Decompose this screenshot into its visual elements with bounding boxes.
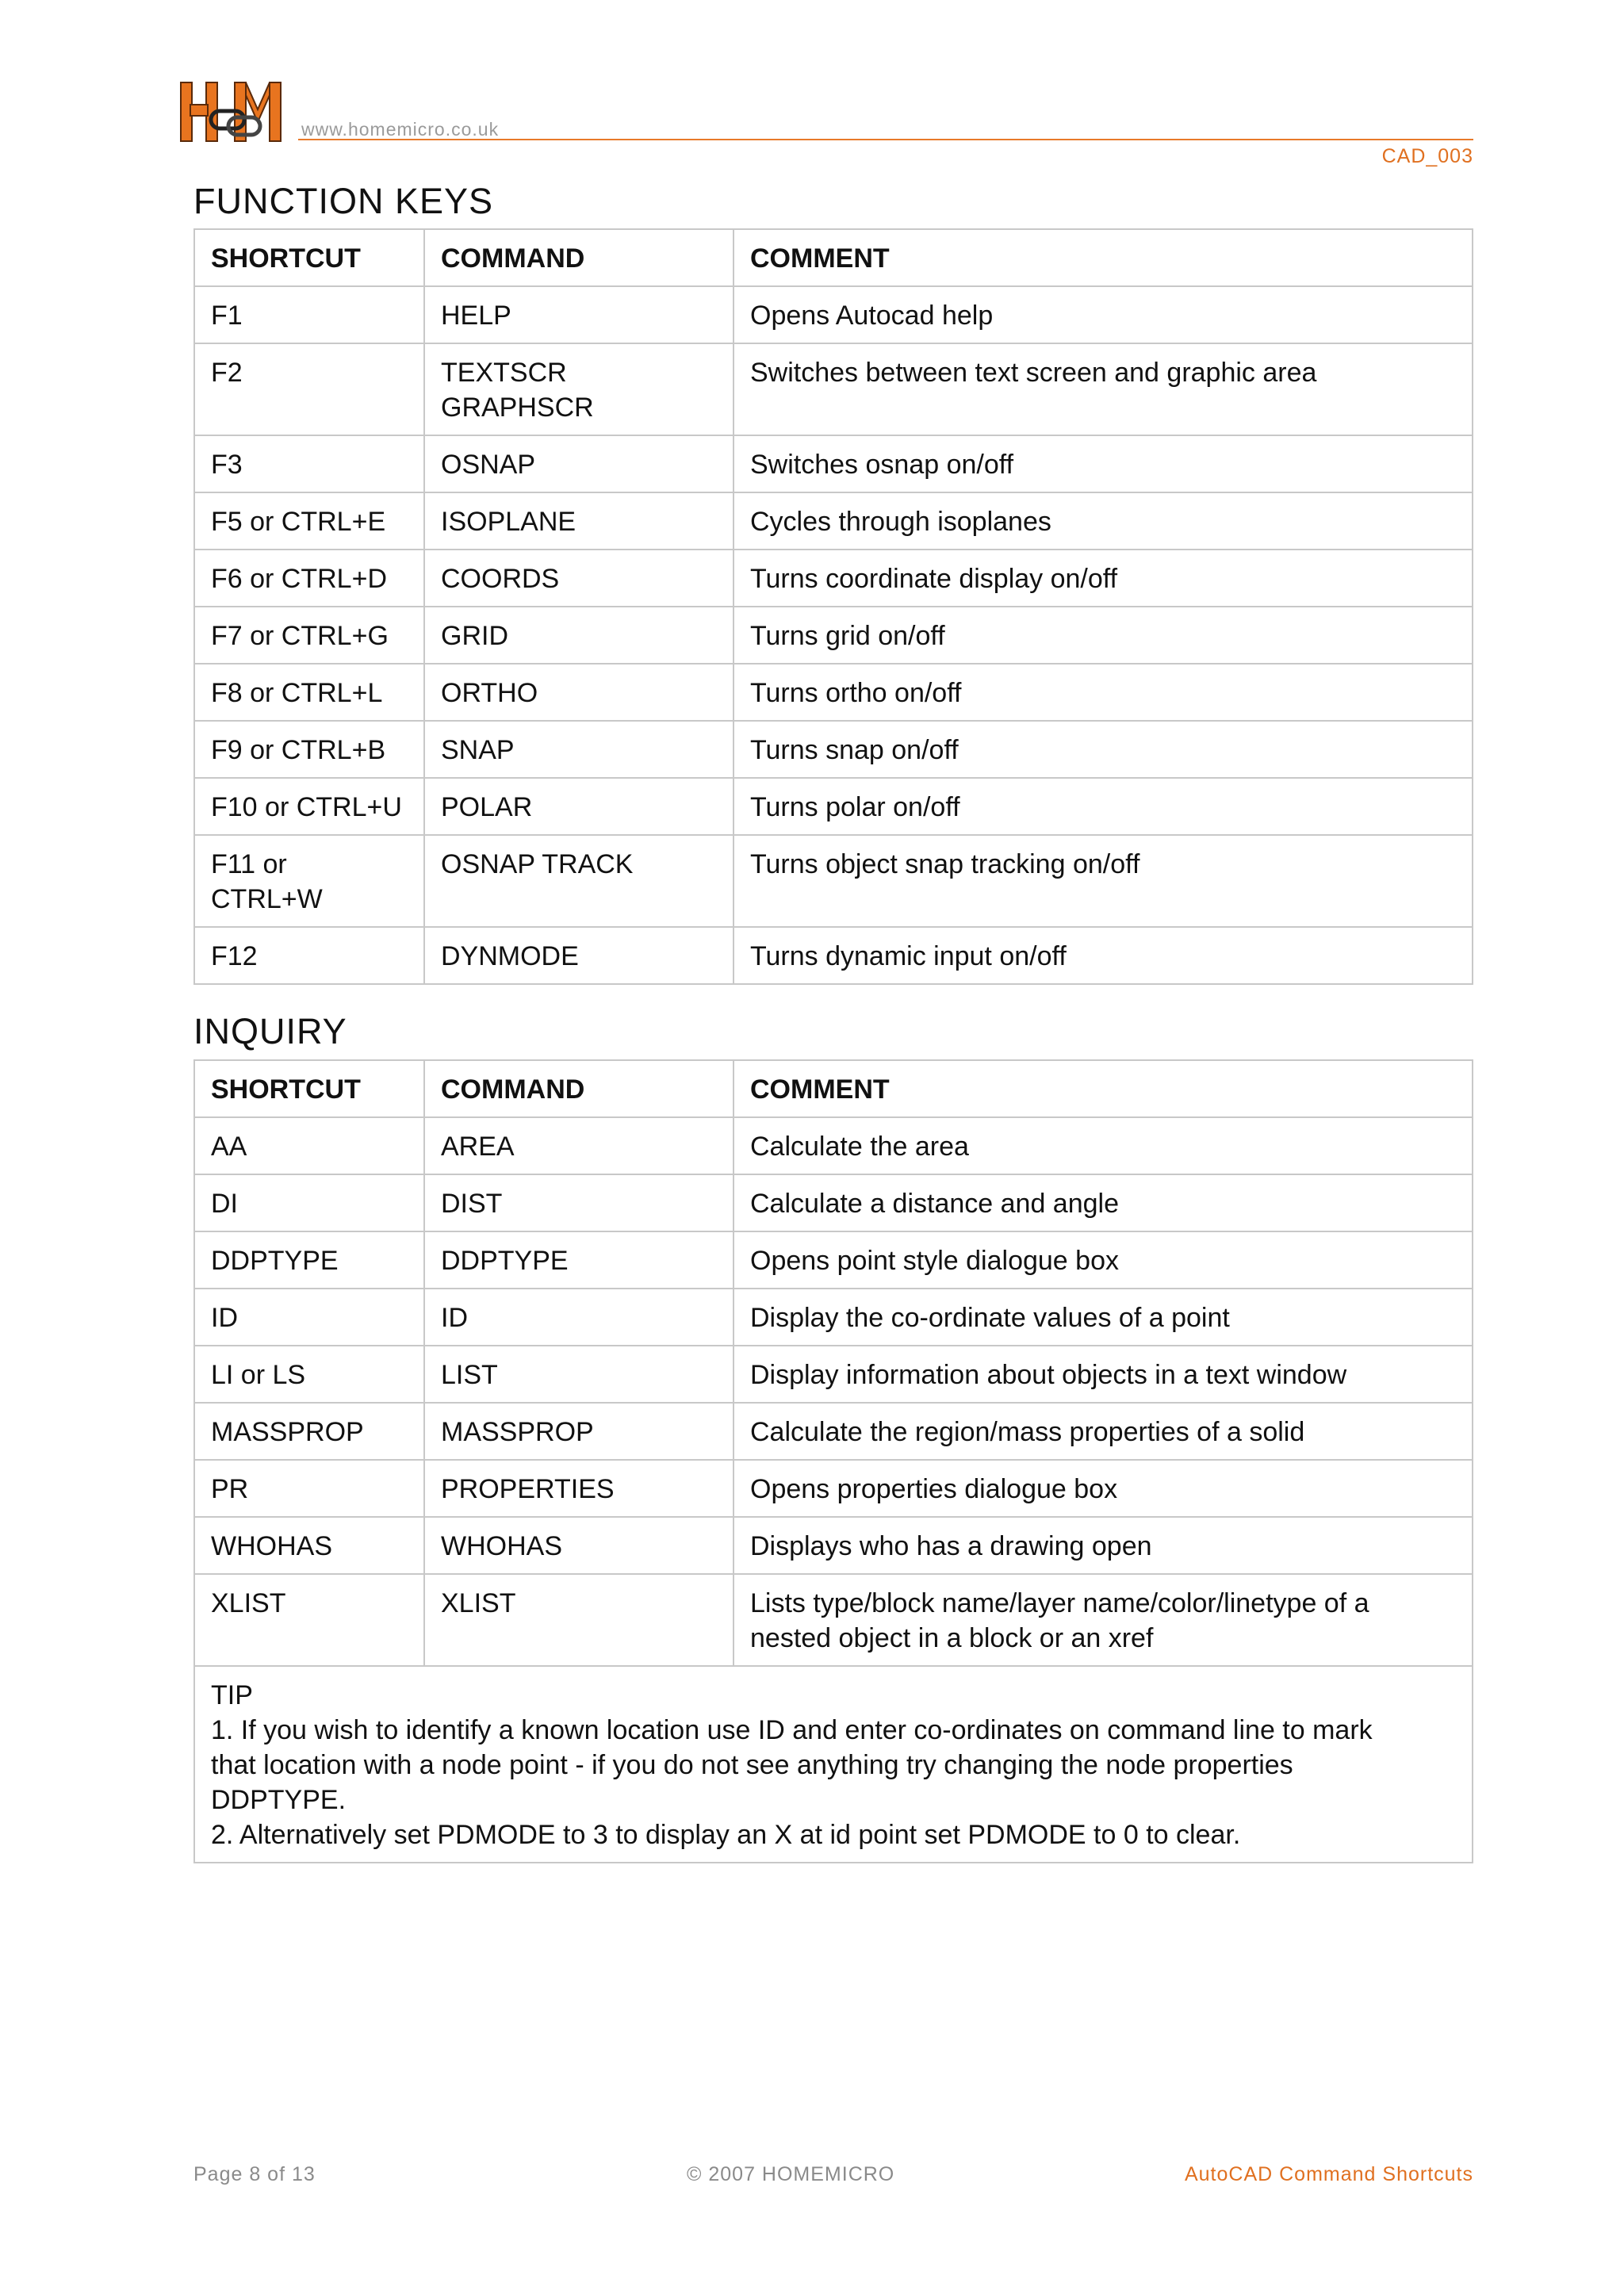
command-cell xyxy=(424,1346,733,1403)
command-cell xyxy=(424,492,733,550)
table-row xyxy=(194,927,1473,984)
command-text: PROPERTIES xyxy=(441,1474,615,1504)
shortcut-text: F7 or CTRL+G xyxy=(211,621,389,651)
comment-cell xyxy=(733,1231,1473,1289)
shortcut-text: DDPTYPE xyxy=(211,1246,339,1276)
shortcut-cell xyxy=(194,435,424,492)
shortcut-text: LI or LS xyxy=(211,1360,306,1390)
shortcut-cell xyxy=(194,1346,424,1403)
inquiry-table xyxy=(193,1059,1473,1863)
shortcut-text: F8 or CTRL+L xyxy=(211,678,383,708)
comment-cell xyxy=(733,343,1473,435)
table-header-row xyxy=(194,229,1473,286)
command-cell xyxy=(424,1174,733,1231)
column-header: COMMAND xyxy=(424,1060,733,1117)
tip-line: that location with a node point - if you do not see anything try changing the node properties xyxy=(211,1750,1293,1780)
command-cell xyxy=(424,550,733,607)
comment-text: Turns object snap tracking on/off xyxy=(750,849,1140,879)
command-text: ID xyxy=(441,1303,468,1333)
footer-document-title: AutoCAD Command Shortcuts xyxy=(1184,2163,1473,2185)
comment-cell xyxy=(733,550,1473,607)
comment-cell xyxy=(733,1346,1473,1403)
comment-text: Turns grid on/off xyxy=(750,621,945,651)
comment-cell xyxy=(733,1403,1473,1460)
table-row xyxy=(194,1346,1473,1403)
comment-text: Calculate a distance and angle xyxy=(750,1189,1119,1219)
comment-text: Display the co-ordinate values of a point xyxy=(750,1303,1230,1333)
shortcut-text: ID xyxy=(211,1303,238,1333)
comment-cell xyxy=(733,927,1473,984)
command-cell xyxy=(424,1231,733,1289)
function-keys-table xyxy=(193,228,1473,985)
table-header-row xyxy=(194,1060,1473,1117)
command-cell xyxy=(424,607,733,664)
shortcut-text: AA xyxy=(211,1132,247,1162)
comment-text: nested object in a block or an xref xyxy=(750,1623,1154,1653)
shortcut-cell xyxy=(194,1289,424,1346)
table-row xyxy=(194,607,1473,664)
command-cell xyxy=(424,286,733,343)
comment-text: Switches between text screen and graphic area xyxy=(750,358,1317,388)
shortcut-text: WHOHAS xyxy=(211,1531,332,1561)
shortcut-text: MASSPROP xyxy=(211,1417,364,1447)
command-text: DYNMODE xyxy=(441,941,579,971)
comment-cell xyxy=(733,435,1473,492)
column-header: SHORTCUT xyxy=(194,229,424,286)
shortcut-cell xyxy=(194,721,424,778)
command-text: COORDS xyxy=(441,564,560,594)
column-header: COMMENT xyxy=(733,229,1473,286)
command-text: TEXTSCR xyxy=(441,358,567,388)
command-text: ORTHO xyxy=(441,678,538,708)
column-header: SHORTCUT xyxy=(194,1060,424,1117)
command-cell xyxy=(424,1574,733,1666)
table-row xyxy=(194,1231,1473,1289)
comment-cell xyxy=(733,1289,1473,1346)
comment-cell xyxy=(733,1174,1473,1231)
shortcut-text: F5 or CTRL+E xyxy=(211,507,386,537)
tip-line: 2. Alternatively set PDMODE to 3 to display an X at id point set PDMODE to 0 to clear. xyxy=(211,1820,1241,1850)
comment-text: Lists type/block name/layer name/color/linetype of a xyxy=(750,1588,1369,1618)
comment-text: Calculate the area xyxy=(750,1132,969,1162)
comment-cell xyxy=(733,721,1473,778)
site-url[interactable]: www.homemicro.co.uk xyxy=(301,119,500,140)
comment-cell xyxy=(733,1574,1473,1666)
command-text: DIST xyxy=(441,1189,503,1219)
shortcut-cell xyxy=(194,550,424,607)
tip-line: DDPTYPE. xyxy=(211,1785,347,1815)
shortcut-cell xyxy=(194,1403,424,1460)
shortcut-text: F2 xyxy=(211,358,243,388)
command-text: SNAP xyxy=(441,735,515,765)
shortcut-text: F6 or CTRL+D xyxy=(211,564,387,594)
column-header: COMMENT xyxy=(733,1060,1473,1117)
shortcut-text: DI xyxy=(211,1189,238,1219)
table-row xyxy=(194,492,1473,550)
comment-cell xyxy=(733,492,1473,550)
shortcut-cell xyxy=(194,286,424,343)
shortcut-text: F11 or xyxy=(211,849,287,879)
document-code: CAD_003 xyxy=(1381,145,1473,167)
command-cell xyxy=(424,664,733,721)
tip-line: 1. If you wish to identify a known location use ID and enter co-ordinates on command line to mark xyxy=(211,1715,1373,1745)
comment-text: Opens Autocad help xyxy=(750,301,994,331)
table-row xyxy=(194,835,1473,927)
comment-cell xyxy=(733,835,1473,927)
shortcut-text: XLIST xyxy=(211,1588,286,1618)
comment-cell xyxy=(733,1117,1473,1174)
shortcut-text: F10 or CTRL+U xyxy=(211,792,402,822)
table-row xyxy=(194,1174,1473,1231)
shortcut-cell xyxy=(194,1231,424,1289)
shortcut-text: F3 xyxy=(211,450,243,480)
command-text: POLAR xyxy=(441,792,533,822)
command-text: WHOHAS xyxy=(441,1531,562,1561)
table-row xyxy=(194,1460,1473,1517)
shortcut-cell xyxy=(194,835,424,927)
comment-text: Switches osnap on/off xyxy=(750,450,1014,480)
comment-text: Calculate the region/mass properties of a solid xyxy=(750,1417,1305,1447)
tip-row xyxy=(194,1666,1473,1863)
table-row xyxy=(194,778,1473,835)
comment-text: Turns ortho on/off xyxy=(750,678,962,708)
command-text: GRID xyxy=(441,621,508,651)
comment-cell xyxy=(733,778,1473,835)
column-header: COMMAND xyxy=(424,229,733,286)
command-cell xyxy=(424,927,733,984)
table-row xyxy=(194,1289,1473,1346)
command-text: OSNAP xyxy=(441,450,536,480)
footer-page-number: Page 8 of 13 xyxy=(193,2163,316,2185)
comment-text: Turns coordinate display on/off xyxy=(750,564,1118,594)
comment-text: Cycles through isoplanes xyxy=(750,507,1051,537)
table-row xyxy=(194,1574,1473,1666)
command-cell xyxy=(424,1460,733,1517)
command-cell xyxy=(424,835,733,927)
command-cell xyxy=(424,435,733,492)
shortcut-cell xyxy=(194,607,424,664)
shortcut-cell xyxy=(194,778,424,835)
shortcut-cell xyxy=(194,343,424,435)
table-row xyxy=(194,1117,1473,1174)
hm-cad-logo-icon xyxy=(179,79,284,144)
table-row xyxy=(194,1403,1473,1460)
shortcut-cell xyxy=(194,1174,424,1231)
command-cell xyxy=(424,778,733,835)
command-text: AREA xyxy=(441,1132,515,1162)
comment-text: Opens point style dialogue box xyxy=(750,1246,1119,1276)
command-text: XLIST xyxy=(441,1588,516,1618)
shortcut-cell xyxy=(194,1574,424,1666)
comment-cell xyxy=(733,1460,1473,1517)
shortcut-text: CTRL+W xyxy=(211,884,323,914)
shortcut-text: PR xyxy=(211,1474,249,1504)
footer-copyright: © 2007 HOMEMICRO xyxy=(687,2163,895,2185)
table-row xyxy=(194,286,1473,343)
command-text: ISOPLANE xyxy=(441,507,576,537)
comment-cell xyxy=(733,286,1473,343)
comment-text: Turns snap on/off xyxy=(750,735,959,765)
shortcut-text: F9 or CTRL+B xyxy=(211,735,386,765)
table-row xyxy=(194,721,1473,778)
command-text: DDPTYPE xyxy=(441,1246,569,1276)
shortcut-text: F1 xyxy=(211,301,243,331)
comment-cell xyxy=(733,664,1473,721)
comment-text: Opens properties dialogue box xyxy=(750,1474,1118,1504)
table-row xyxy=(194,1517,1473,1574)
shortcut-cell xyxy=(194,927,424,984)
table-row xyxy=(194,664,1473,721)
command-text: LIST xyxy=(441,1360,498,1390)
section-title-function-keys: FUNCTION KEYS xyxy=(193,181,494,221)
comment-text: Displays who has a drawing open xyxy=(750,1531,1152,1561)
comment-cell xyxy=(733,1517,1473,1574)
comment-text: Turns polar on/off xyxy=(750,792,960,822)
section-title-inquiry: INQUIRY xyxy=(193,1011,347,1051)
command-cell xyxy=(424,1117,733,1174)
shortcut-cell xyxy=(194,1117,424,1174)
command-text: MASSPROP xyxy=(441,1417,594,1447)
command-cell xyxy=(424,1289,733,1346)
command-cell xyxy=(424,1517,733,1574)
header-divider xyxy=(298,139,1473,140)
table-row xyxy=(194,550,1473,607)
comment-text: Display information about objects in a text window xyxy=(750,1360,1347,1390)
table-row xyxy=(194,343,1473,435)
command-text: GRAPHSCR xyxy=(441,393,594,423)
comment-cell xyxy=(733,607,1473,664)
table-row xyxy=(194,435,1473,492)
shortcut-cell xyxy=(194,492,424,550)
tip-box xyxy=(194,1666,1473,1863)
shortcut-cell xyxy=(194,1460,424,1517)
command-text: OSNAP TRACK xyxy=(441,849,634,879)
shortcut-cell xyxy=(194,1517,424,1574)
comment-text: Turns dynamic input on/off xyxy=(750,941,1067,971)
command-cell xyxy=(424,1403,733,1460)
shortcut-cell xyxy=(194,664,424,721)
command-cell xyxy=(424,343,733,435)
tip-line: TIP xyxy=(211,1680,253,1710)
command-text: HELP xyxy=(441,301,511,331)
command-cell xyxy=(424,721,733,778)
shortcut-text: F12 xyxy=(211,941,258,971)
